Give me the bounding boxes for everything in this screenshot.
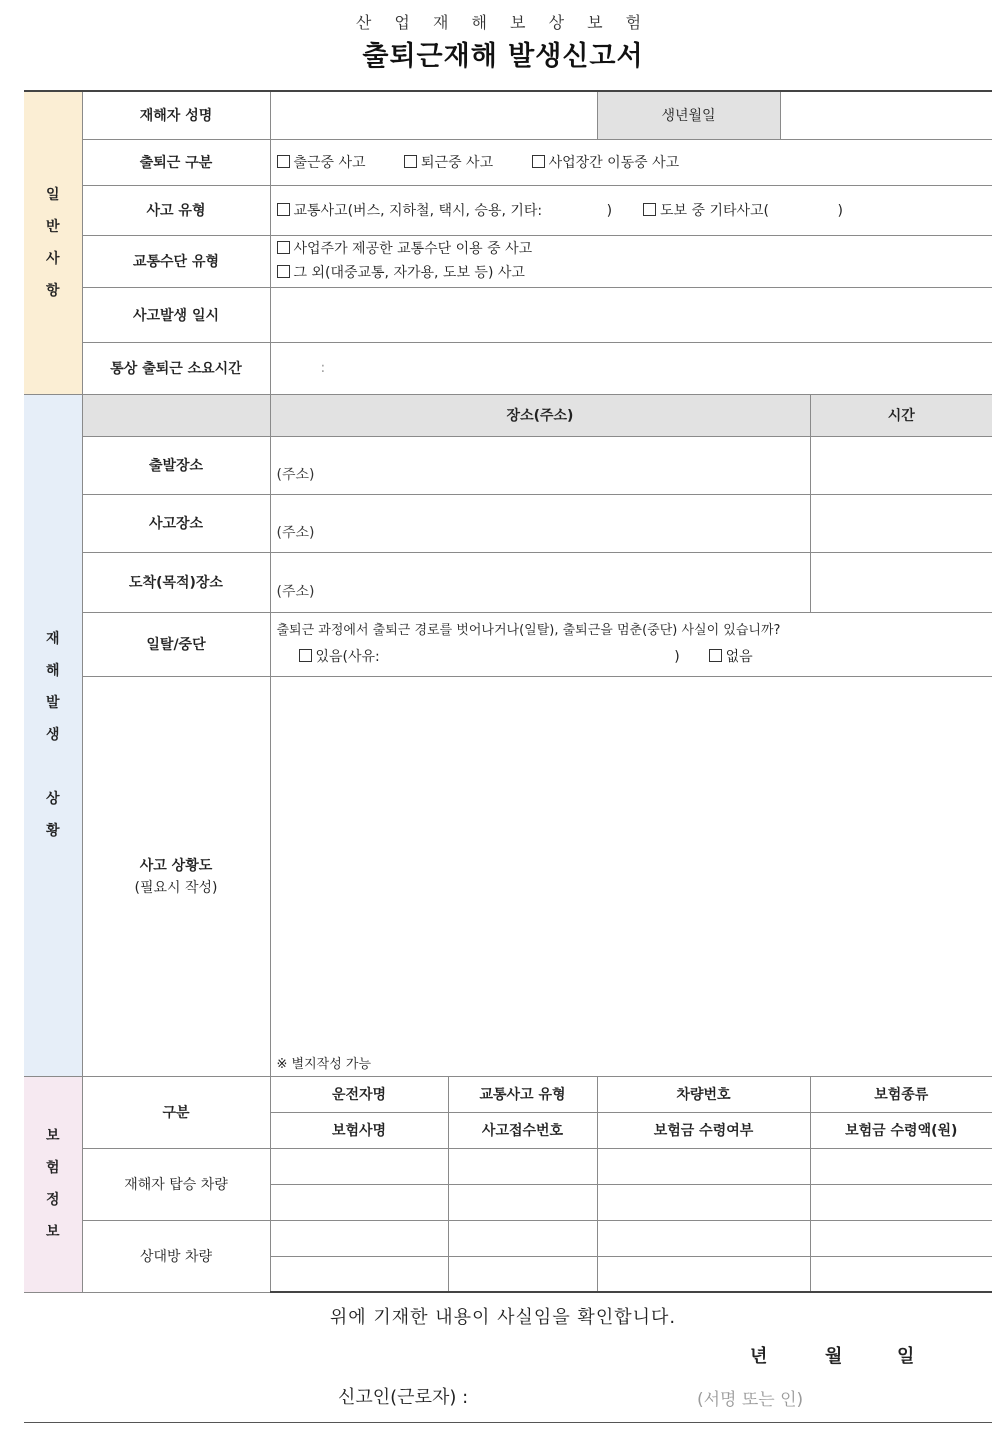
- commute-option-1-checkbox[interactable]: [277, 155, 290, 168]
- other-vehicle-cell[interactable]: [810, 1220, 992, 1256]
- birth-date-field[interactable]: [780, 91, 992, 139]
- departure-time-field[interactable]: [810, 436, 992, 494]
- header-payout-amount: 보험금 수령액(원): [810, 1112, 992, 1148]
- accident-type-other-label: 도보 중 기타사고(: [659, 203, 769, 219]
- other-vehicle-cell[interactable]: [270, 1256, 448, 1292]
- transport-option-1-label: 사업주가 제공한 교통수단 이용 중 사고: [293, 241, 533, 257]
- transport-type-label: 교통수단 유형: [82, 235, 270, 287]
- other-vehicle-label: 상대방 차량: [82, 1220, 270, 1292]
- place-column-header: 장소(주소): [270, 394, 810, 436]
- deviation-yes-checkbox[interactable]: [299, 649, 312, 662]
- date-year-label: 년: [750, 1346, 768, 1367]
- transport-option-2-checkbox[interactable]: [277, 265, 290, 278]
- other-vehicle-cell[interactable]: [597, 1256, 810, 1292]
- departure-address-field[interactable]: [270, 436, 810, 494]
- transport-option-1-checkbox[interactable]: [277, 241, 290, 254]
- commute-type-options: [270, 139, 992, 185]
- own-vehicle-cell[interactable]: [270, 1184, 448, 1220]
- accident-datetime-field[interactable]: [270, 287, 992, 342]
- accident-place-label: 사고장소: [82, 494, 270, 552]
- own-vehicle-cell[interactable]: [597, 1184, 810, 1220]
- other-vehicle-cell[interactable]: [448, 1220, 597, 1256]
- form-subtitle: 산 업 재 해 보 상 보 험: [355, 13, 651, 32]
- arrival-address-field[interactable]: [270, 552, 810, 612]
- insurance-category-label: 구분: [82, 1076, 270, 1148]
- accident-diagram-sublabel: (필요시 작성): [134, 880, 218, 896]
- accident-type-label: 사고 유형: [82, 185, 270, 235]
- accident-diagram-label: 사고 상황도 (필요시 작성): [82, 676, 270, 1076]
- deviation-no-label: 없음: [725, 649, 753, 665]
- commute-option-2-checkbox[interactable]: [404, 155, 417, 168]
- commute-option-3-label: 사업장간 이동중 사고: [548, 155, 680, 171]
- section-general-label: 일 반 사 항: [24, 91, 82, 394]
- victim-name-field[interactable]: [270, 91, 597, 139]
- signature-hint[interactable]: (서명 또는 인): [697, 1390, 804, 1410]
- section-occurrence-label: 재 해 발 생 상 황: [24, 394, 82, 1076]
- date-month-label: 월: [825, 1346, 843, 1367]
- transport-option-2-label: 그 외(대중교통, 자가용, 도보 등) 사고: [293, 265, 525, 281]
- header-insurer-name: 보험사명: [270, 1112, 448, 1148]
- time-column-header: 시간: [810, 394, 992, 436]
- header-insurance-type: 보험종류: [810, 1076, 992, 1112]
- section-insurance-label: 보 험 정 보: [24, 1076, 82, 1292]
- other-vehicle-cell[interactable]: [270, 1220, 448, 1256]
- other-close-paren: ): [837, 203, 843, 219]
- deviation-question: 출퇴근 과정에서 출퇴근 경로를 벗어나거나(일탈), 출퇴근을 멈춘(중단) 사실이 있습니까?: [276, 623, 781, 638]
- header-claim-number: 사고접수번호: [448, 1112, 597, 1148]
- report-form-table: [24, 90, 992, 1293]
- form-title: 출퇴근재해 발생신고서: [362, 41, 644, 72]
- departure-address-prefix: (주소): [276, 467, 315, 483]
- victim-name-label: 재해자 성명: [82, 91, 270, 139]
- departure-place-label: 출발장소: [82, 436, 270, 494]
- accident-time-field[interactable]: [810, 494, 992, 552]
- transport-type-options: [270, 235, 992, 287]
- deviation-answer: [270, 612, 992, 676]
- header-payout-received: 보험금 수령여부: [597, 1112, 810, 1148]
- traffic-close-paren: ): [606, 203, 613, 219]
- confirmation-statement: 위에 기재한 내용이 사실임을 확인합니다.: [329, 1307, 677, 1328]
- date-day-label: 일: [897, 1346, 915, 1367]
- arrival-time-field[interactable]: [810, 552, 992, 612]
- reporter-label: 신고인(근로자) :: [338, 1387, 469, 1408]
- own-vehicle-cell[interactable]: [810, 1148, 992, 1184]
- deviation-no-checkbox[interactable]: [709, 649, 722, 662]
- birth-date-label: 생년월일: [597, 91, 780, 139]
- own-vehicle-cell[interactable]: [810, 1184, 992, 1220]
- accident-diagram-area[interactable]: [270, 676, 992, 1076]
- header-driver-name: 운전자명: [270, 1076, 448, 1112]
- own-vehicle-cell[interactable]: [448, 1148, 597, 1184]
- diagram-separate-sheet-note: ※ 별지작성 가능: [276, 1056, 372, 1072]
- own-vehicle-label: 재해자 탑승 차량: [82, 1148, 270, 1220]
- commute-option-1-label: 출근중 사고: [293, 155, 366, 171]
- own-vehicle-cell[interactable]: [270, 1148, 448, 1184]
- own-vehicle-cell[interactable]: [597, 1148, 810, 1184]
- usual-commute-time-field[interactable]: :: [270, 342, 992, 394]
- accident-type-traffic-label: 교통사고(버스, 지하철, 택시, 승용, 기타:: [293, 203, 543, 219]
- accident-type-other-checkbox[interactable]: [643, 203, 656, 216]
- commute-option-3-checkbox[interactable]: [532, 155, 545, 168]
- deviation-yes-close-paren: ): [674, 649, 680, 665]
- header-traffic-accident-type: 교통사고 유형: [448, 1076, 597, 1112]
- place-header-blank: [82, 394, 270, 436]
- other-vehicle-cell[interactable]: [448, 1256, 597, 1292]
- deviation-yes-label: 있음(사유:: [315, 649, 380, 665]
- other-vehicle-cell[interactable]: [597, 1220, 810, 1256]
- arrival-place-label: 도착(목적)장소: [82, 552, 270, 612]
- commute-type-label: 출퇴근 구분: [82, 139, 270, 185]
- header-vehicle-number: 차량번호: [597, 1076, 810, 1112]
- arrival-address-prefix: (주소): [276, 584, 315, 600]
- accident-type-options: [270, 185, 992, 235]
- accident-address-field[interactable]: [270, 494, 810, 552]
- bottom-rule: [24, 1422, 992, 1423]
- accident-datetime-label: 사고발생 일시: [82, 287, 270, 342]
- accident-address-prefix: (주소): [276, 525, 315, 541]
- other-vehicle-cell[interactable]: [810, 1256, 992, 1292]
- usual-commute-time-label: 통상 출퇴근 소요시간: [82, 342, 270, 394]
- accident-type-traffic-checkbox[interactable]: [277, 203, 290, 216]
- deviation-label: 일탈/중단: [82, 612, 270, 676]
- commute-option-2-label: 퇴근중 사고: [421, 155, 494, 171]
- own-vehicle-cell[interactable]: [448, 1184, 597, 1220]
